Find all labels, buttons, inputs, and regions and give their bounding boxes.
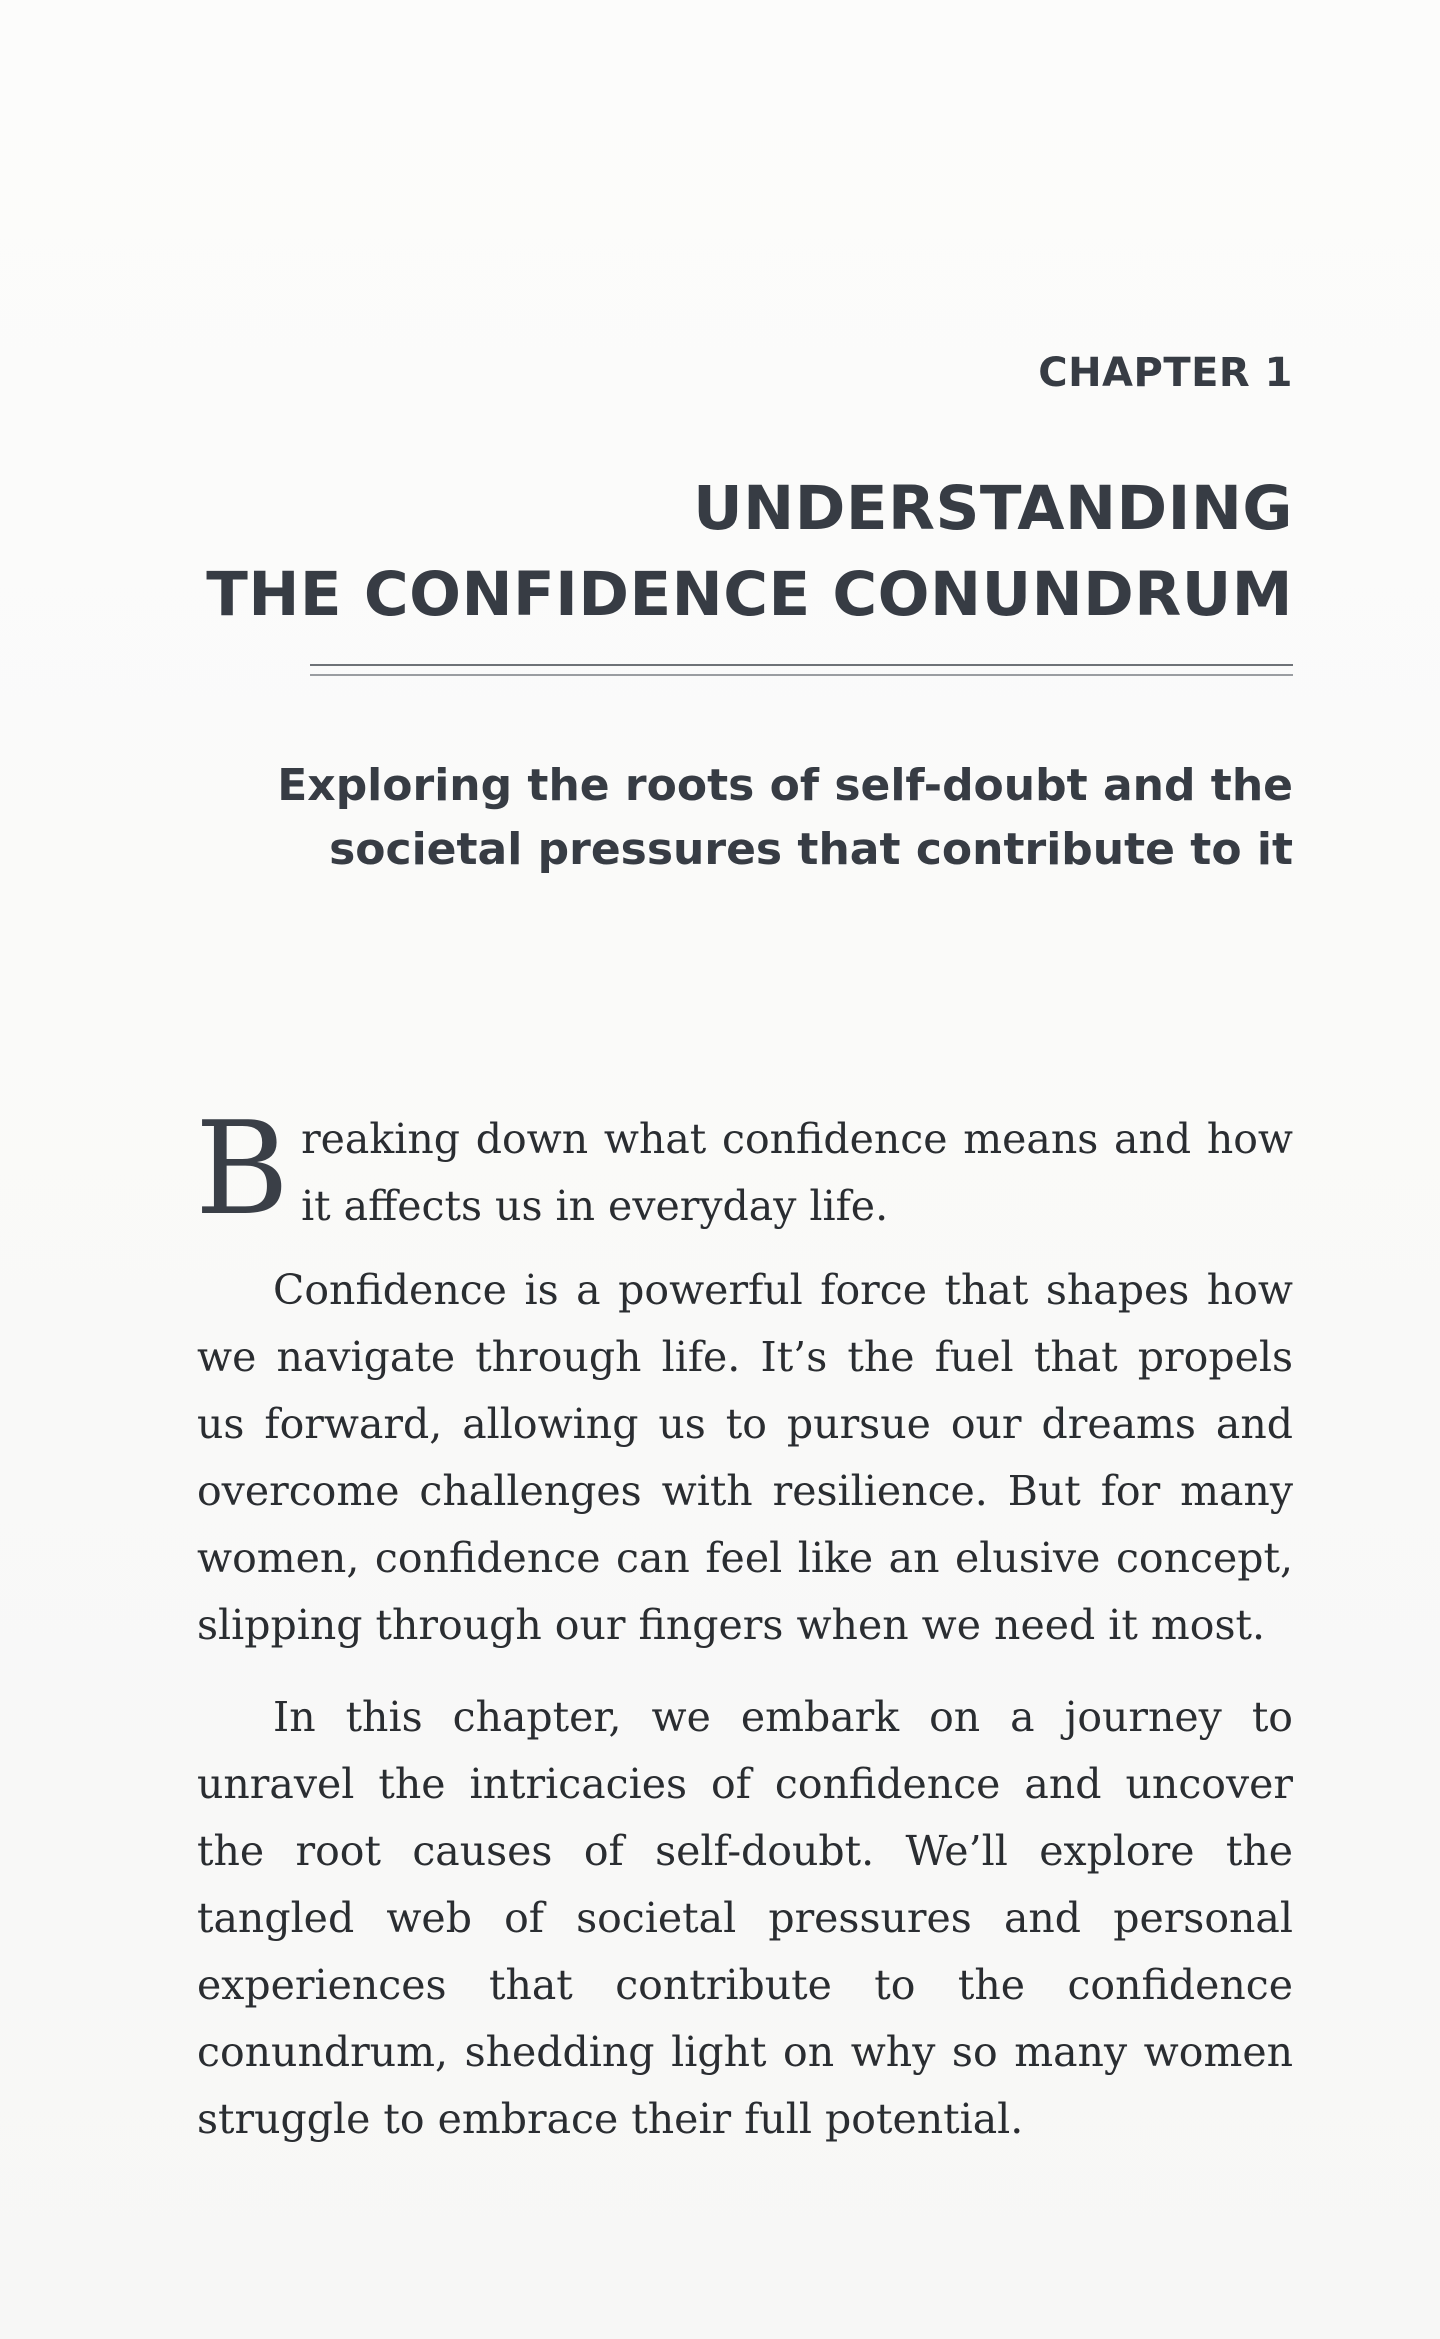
- title-divider-top: [310, 664, 1293, 666]
- intro-paragraph: [195, 1095, 1293, 1244]
- chapter-subtitle-line-2: societal pressures that contribute to it: [329, 824, 1293, 875]
- body-paragraph-1: Confidence is a powerful force that shapes how we navigate through life. It’s the fuel that propels us forward, allowing us to pursue our dreams and overcome challenges with resilience. But for many women, confidence can feel like an elusive concept, slipping through our fingers when we need it most.: [197, 1266, 1293, 1649]
- chapter-subtitle: [193, 754, 1293, 882]
- drop-cap: B: [195, 1095, 290, 1244]
- chapter-title: [193, 466, 1293, 638]
- chapter-number: CHAPTER 1: [1038, 350, 1293, 396]
- body-paragraph-2: In this chapter, we embark on a journey to unravel the intricacies of confidence and uncover the root causes of self-doubt. We’ll explore the tangled web of societal pressures and personal experiences that contribute to the confidence conundrum, shedding light on why so many women struggle to embrace their full potential.: [197, 1693, 1293, 2143]
- chapter-title-line-2: THE CONFIDENCE CONUNDRUM: [206, 559, 1293, 630]
- title-divider-bottom: [310, 674, 1293, 676]
- chapter-title-line-1: UNDERSTANDING: [693, 473, 1293, 544]
- chapter-subtitle-line-1: Exploring the roots of self-doubt and the: [277, 760, 1293, 811]
- intro-text: reaking down what confidence means and how it affects us in everyday life.: [301, 1115, 1293, 1230]
